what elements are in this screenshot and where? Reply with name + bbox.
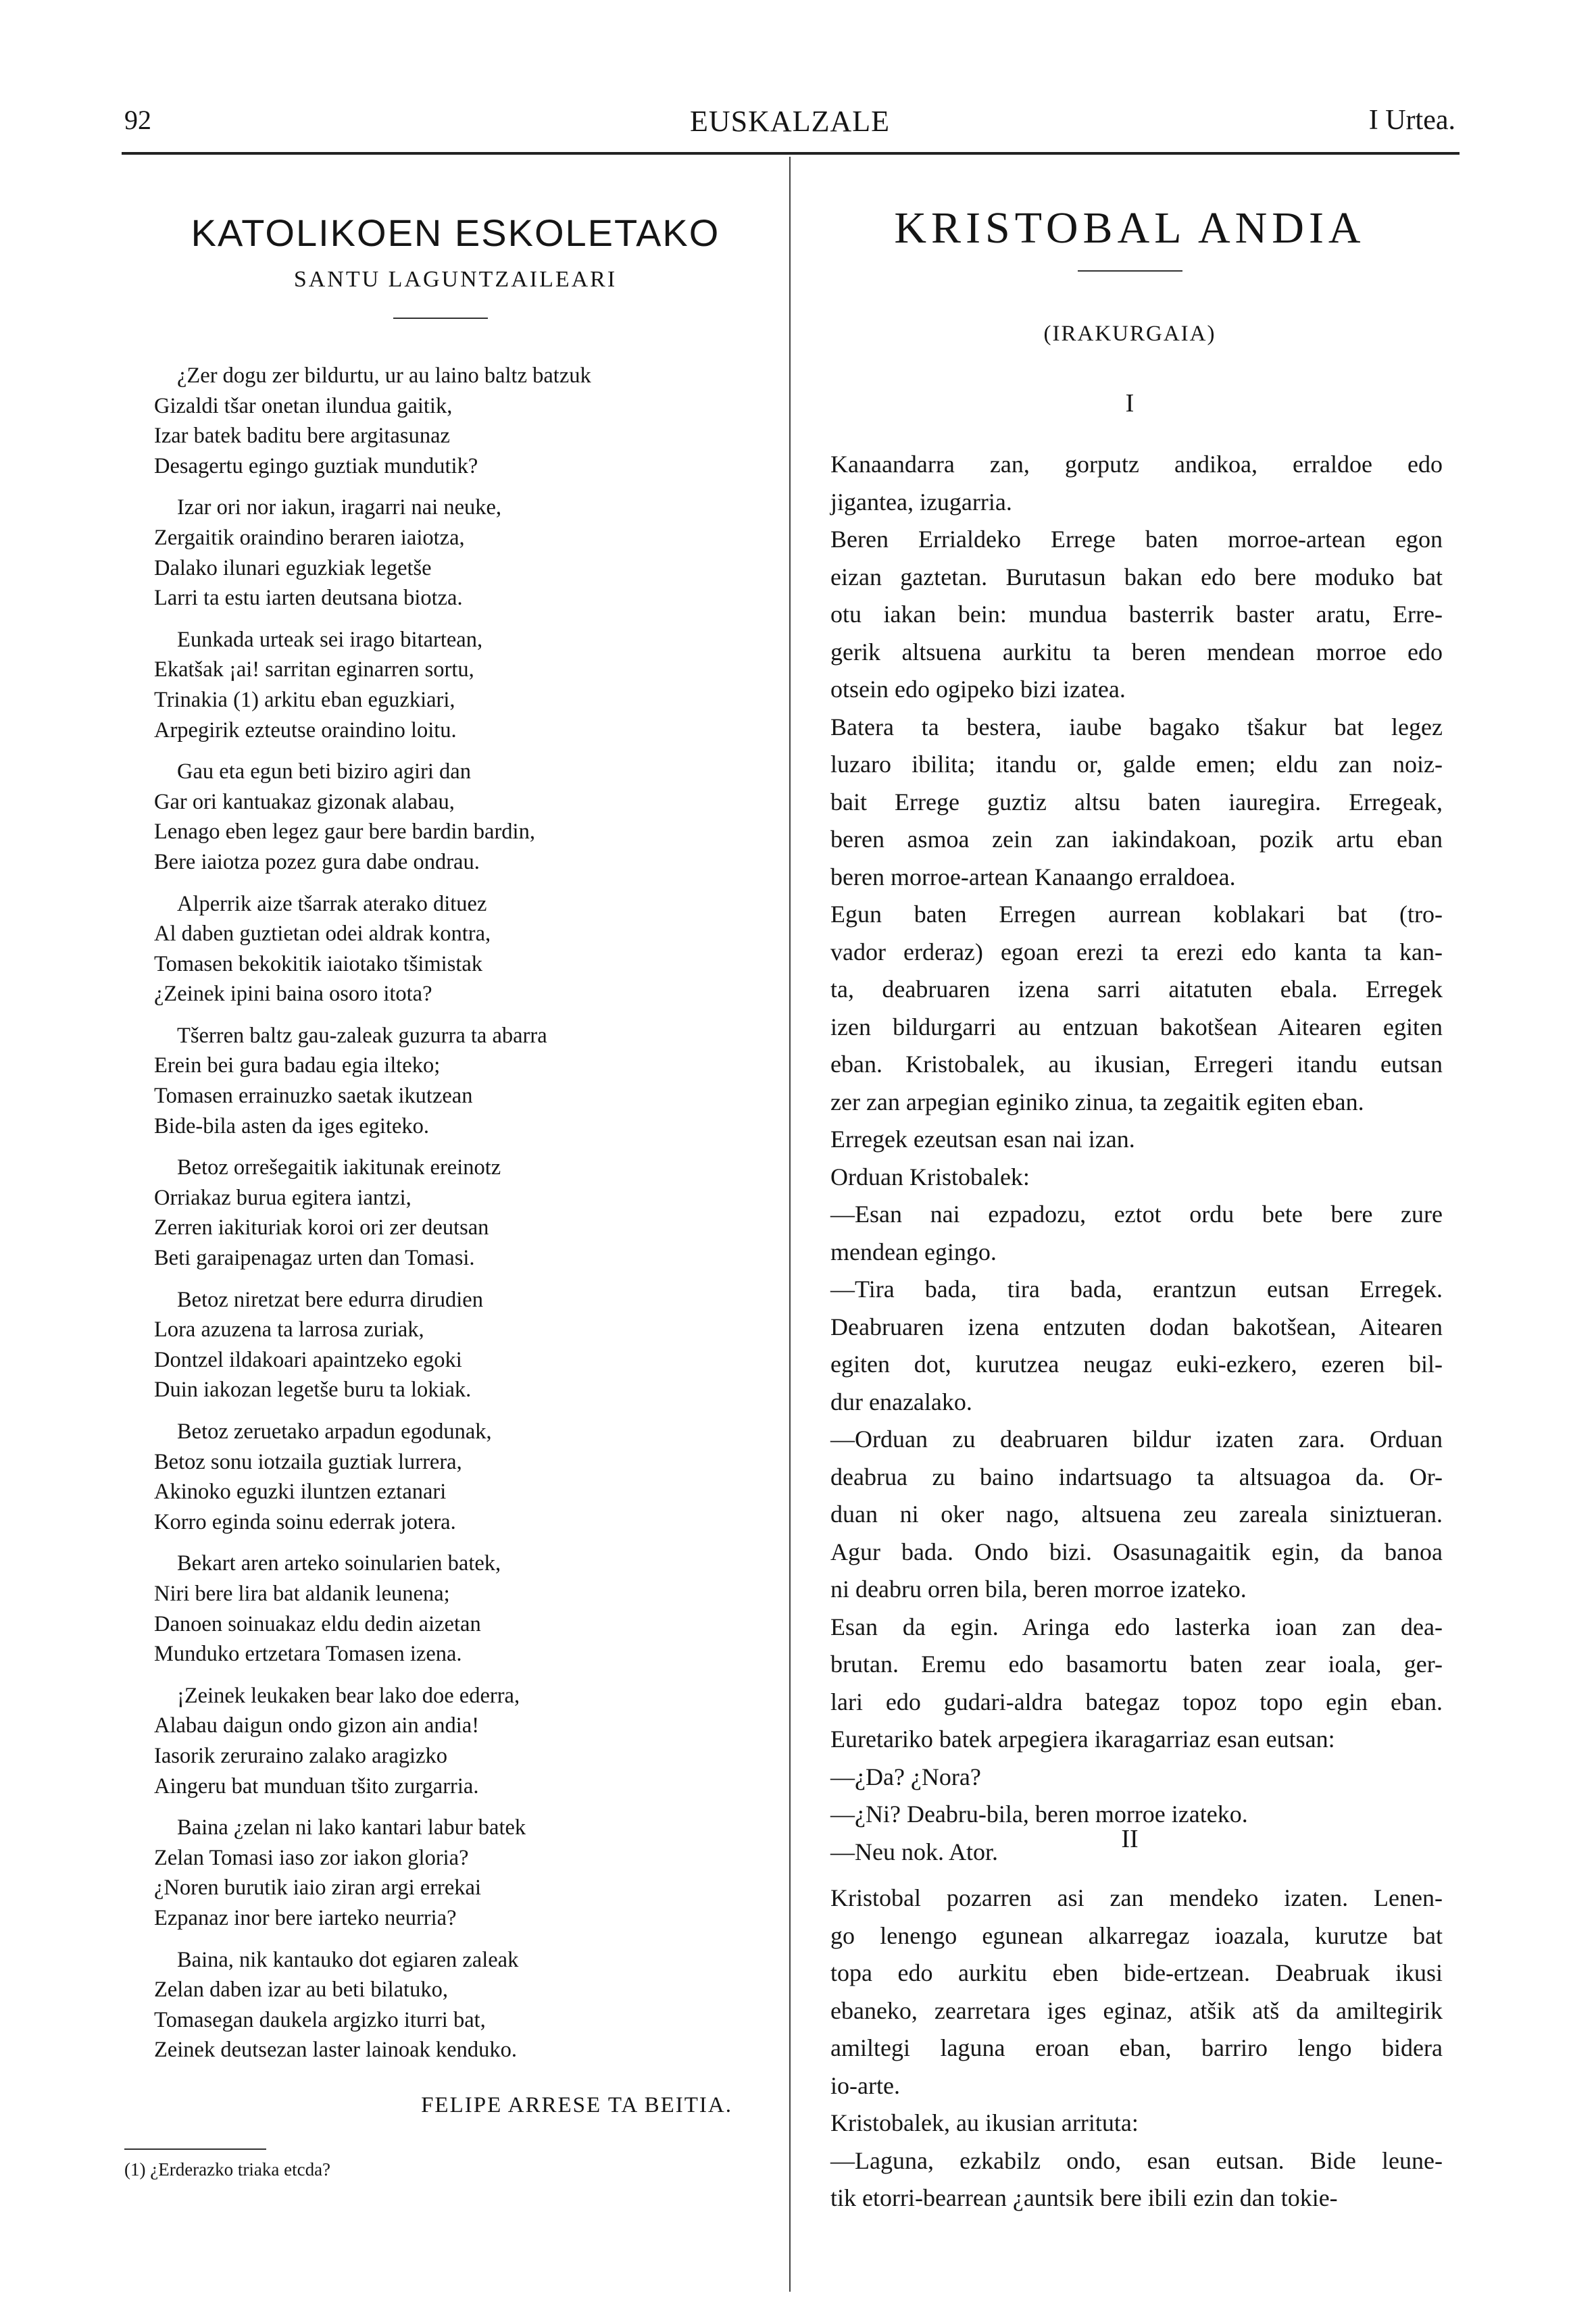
- poem-verse: Trinakia (1) arkitu eban eguzkiari,: [154, 687, 455, 712]
- poem-verse: ¿Zeinek ipini baina osoro itota?: [154, 982, 432, 1007]
- poem-verse: Gizaldi tšar onetan ilundua gaitik,: [154, 393, 453, 418]
- story-line: mendean egingo.: [830, 1238, 997, 1265]
- poem-verse: Tšerren baltz gau-zaleak guzurra ta abarra: [177, 1023, 547, 1048]
- poem-verse: Alperrik aize tšarrak aterako dituez: [177, 891, 487, 916]
- poem-verse: Arpegirik ezteutse oraindino loitu.: [154, 718, 457, 743]
- poem-verse: ¡Zeinek leukaken bear lako doe ederra,: [177, 1683, 520, 1708]
- poem-verse: Betoz niretzat bere edurra dirudien: [177, 1287, 483, 1312]
- poem-verse: Akinoko eguzki iluntzen eztanari: [154, 1480, 447, 1505]
- story-line: Euretariko batek arpegiera ikaragarriaz esan eutsan:: [830, 1726, 1335, 1753]
- story-line: —Esan nai ezpadozu, eztot ordu bete bere zure: [830, 1201, 1443, 1228]
- story-paragraph: [801, 1121, 1443, 1159]
- poem-verse: Bekart aren arteko soinularien batek,: [177, 1551, 501, 1576]
- story-line: go lenengo egunean alkarregaz ioazala, kurutze bat: [830, 1921, 1443, 1949]
- poem-verse: Eunkada urteak sei irago bitartean,: [177, 627, 483, 652]
- poem-verse: Tomasen bekokitik iaiotako tšimistak: [154, 951, 483, 976]
- poem-verse: Al daben guztietan odei aldrak kontra,: [154, 922, 491, 947]
- story-paragraph: [801, 1159, 1443, 1197]
- running-head: [124, 101, 1455, 149]
- poem-stanza: [154, 757, 762, 877]
- story-line: Kristobal pozarren asi zan mendeko izaten. Lenen-: [830, 1884, 1443, 1911]
- poem-verse: Dontzel ildakoari apaintzeko egoki: [154, 1347, 462, 1372]
- story-paragraph: [801, 1759, 1443, 1796]
- poem-stanza: [154, 1681, 762, 1801]
- poem-verse: Erein bei gura badau egia ilteko;: [154, 1053, 441, 1078]
- poem-verse: Zergaitik oraindino beraren iaiotza,: [154, 525, 465, 550]
- poem-stanza: [154, 1153, 762, 1273]
- story-line: izen bildurgarri au entzuan bakotšean Aitearen egiten: [830, 1013, 1443, 1040]
- poem-verse: Beti garaipenagaz urten dan Tomasi.: [154, 1246, 475, 1271]
- poem-verse: Lora azuzena ta larrosa zuriak,: [154, 1317, 424, 1342]
- story-line: vador erderaz) egoan erezi ta erezi edo kanta ta kan-: [830, 938, 1443, 965]
- story-line: zer zan arpegian eginiko zinua, ta zegaitik egiten eban.: [830, 1088, 1364, 1115]
- story-paragraph: [801, 521, 1443, 709]
- story-line: tik etorri-bearrean ¿auntsik bere ibili ezin dan tokie-: [830, 2184, 1338, 2211]
- story-line: eizan gaztetan. Burutasun bakan edo bere moduko bat: [830, 563, 1443, 590]
- story-title-rule: [1078, 270, 1182, 272]
- poem-verse: Izar batek baditu bere argitasunaz: [154, 424, 450, 449]
- poem-verse: Tomasegan daukela argizko iturri bat,: [154, 2007, 486, 2032]
- story-line: otsein edo ogipeko bizi izatea.: [830, 676, 1126, 703]
- header-rule: [122, 152, 1460, 155]
- poem-title-rule: [393, 318, 488, 319]
- footnote: (1) ¿Erderazko triaka etcda?: [124, 2159, 331, 2180]
- story-line: Egun baten Erregen aurrean koblakari bat (tro-: [830, 901, 1443, 928]
- story-line: —¿Ni? Deabru-bila, beren morroe izateko.: [830, 1801, 1248, 1828]
- story-line: duan ni oker nago, altsuena zeu zareala siniztueran.: [830, 1501, 1443, 1528]
- story-line: Batera ta bestera, iaube bagako tšakur bat legez: [830, 713, 1443, 740]
- story-line: gerik altsuena aurkitu ta beren mendean morroe edo: [830, 638, 1443, 665]
- story-line: amiltegi laguna eroan eban, barriro lengo bidera: [830, 2034, 1443, 2061]
- story-line: beren asmoa zein zan iakindakoan, pozik artu eban: [830, 826, 1443, 853]
- story-paragraph: [801, 1196, 1443, 1271]
- poem-verse: Danoen soinuakaz eldu dedin aizetan: [154, 1611, 481, 1636]
- story-paragraph: [801, 1880, 1443, 2105]
- story-line: —Neu nok. Ator.: [830, 1838, 998, 1865]
- story-line: Esan da egin. Aringa edo lasterka ioan zan dea-: [830, 1613, 1443, 1640]
- story-paragraph: [801, 709, 1443, 897]
- poem-verse: Baina ¿zelan ni lako kantari labur batek: [177, 1815, 526, 1840]
- poem-verse: Betoz zeruetako arpadun egodunak,: [177, 1419, 492, 1444]
- story-line: dur enazalako.: [830, 1388, 972, 1415]
- poem-verse: Korro eginda soinu ederrak jotera.: [154, 1509, 456, 1534]
- story-line: Orduan Kristobalek:: [830, 1163, 1030, 1190]
- story-part-one: [801, 446, 1443, 1871]
- poem-stanza: [154, 1549, 762, 1669]
- story-line: deabrua zu baino indartsuago ta altsuagoa da. Or-: [830, 1463, 1443, 1490]
- poem-verse: Zelan daben izar au beti bilatuko,: [154, 1978, 448, 2003]
- poem-body: [154, 361, 762, 2077]
- poem-stanza: [154, 493, 762, 613]
- footnote-rule: [124, 2148, 266, 2150]
- story-line: —Laguna, ezkabilz ondo, esan eutsan. Bide leune-: [830, 2146, 1443, 2174]
- story-line: otu iakan bein: mundua basterrik baster aratu, Erre-: [830, 601, 1443, 628]
- poem-stanza: [154, 1945, 762, 2065]
- story-line: —¿Da? ¿Nora?: [830, 1763, 981, 1790]
- poem-stanza: [154, 889, 762, 1009]
- story-paragraph: [801, 1271, 1443, 1421]
- poem-verse: Tomasen errainuzko saetak ikutzean: [154, 1084, 473, 1109]
- poem-verse: Izar ori nor iakun, iragarri nai neuke,: [177, 495, 502, 520]
- poem-stanza: [154, 1285, 762, 1405]
- poem-verse: Gau eta egun beti biziro agiri dan: [177, 759, 471, 784]
- poem-subtitle: SANTU LAGUNTZAILEARI: [293, 267, 618, 292]
- poem-verse: Desagertu egingo guztiak mundutik?: [154, 453, 478, 478]
- poem-verse: Iasorik zeruraino zalako aragizko: [154, 1743, 448, 1768]
- poem-verse: Zerren iakituriak koroi ori zer deutsan: [154, 1215, 489, 1240]
- story-line: Kristobalek, au ikusian arrituta:: [830, 2109, 1139, 2136]
- poem-verse: Munduko ertzetara Tomasen izena.: [154, 1642, 462, 1667]
- section-heading-1: I: [1125, 389, 1134, 418]
- poem-verse: Gar ori kantuakaz gizonak alabau,: [154, 789, 455, 814]
- section-heading-2: II: [1121, 1825, 1139, 1853]
- story-subtitle: (IRAKURGAIA): [1043, 322, 1216, 346]
- poem-stanza: [154, 1417, 762, 1537]
- story-line: Erregek ezeutsan esan nai izan.: [830, 1126, 1135, 1153]
- poem-verse: ¿Noren burutik iaio ziran argi errekai: [154, 1876, 481, 1901]
- poem-verse: Baina, nik kantauko dot egiaren zaleak: [177, 1947, 519, 1972]
- story-paragraph: [801, 2142, 1443, 2217]
- poem-signature: FELIPE ARRESE TA BEITIA.: [421, 2093, 732, 2117]
- story-line: eban. Kristobalek, au ikusian, Erregeri itandu eutsan: [830, 1051, 1443, 1078]
- poem-verse: Ekatšak ¡ai! sarritan eginarren sortu,: [154, 657, 474, 682]
- story-line: jigantea, izugarria.: [830, 488, 1012, 515]
- story-paragraph: [801, 896, 1443, 1121]
- story-paragraph: [801, 446, 1443, 521]
- poem-verse: Betoz orrešegaitik iakitunak ereinotz: [177, 1155, 501, 1180]
- story-line: luzaro ibilita; itandu or, galde emen; eldu zan noiz-: [830, 751, 1443, 778]
- poem-verse: Niri bere lira bat aldanik leunena;: [154, 1581, 450, 1606]
- poem-verse: Lenago eben legez gaur bere bardin bardin,: [154, 820, 535, 845]
- poem-title: KATOLIKOEN ESKOLETAKO: [191, 211, 720, 254]
- story-line: beren morroe-artean Kanaango erraldoea.: [830, 863, 1236, 890]
- story-line: bait Errege guztiz altsu baten iauregira. Erregeak,: [830, 788, 1443, 815]
- poem-verse: Aingeru bat munduan tšito zurgarria.: [154, 1774, 479, 1799]
- poem-verse: Orriakaz burua egitera iantzi,: [154, 1185, 412, 1210]
- story-paragraph: [801, 2105, 1443, 2142]
- story-line: egiten dot, kurutzea neugaz euki-ezkero, ezeren bil-: [830, 1351, 1443, 1378]
- story-line: io-arte.: [830, 2071, 900, 2099]
- poem-verse: Zeinek deutsezan laster lainoak kenduko.: [154, 2038, 517, 2063]
- column-divider: [789, 157, 791, 2292]
- poem-stanza: [154, 1813, 762, 1933]
- year-label: I Urtea.: [1368, 105, 1455, 136]
- poem-verse: Bide-bila asten da iges egiteko.: [154, 1113, 430, 1138]
- story-line: lari edo gudari-aldra bategaz topoz topo egin eban.: [830, 1688, 1443, 1715]
- story-line: —Tira bada, tira bada, erantzun eutsan Erregek.: [830, 1276, 1443, 1303]
- story-line: topa edo aurkitu eben bide-ertzean. Deabruak ikusi: [830, 1959, 1443, 1986]
- poem-verse: Bere iaiotza pozez gura dabe ondrau.: [154, 849, 480, 874]
- story-line: Agur bada. Ondo bizi. Osasunagaitik egin, da banoa: [830, 1538, 1443, 1565]
- story-line: ni deabru orren bila, beren morroe izateko.: [830, 1576, 1247, 1603]
- story-line: Deabruaren izena entzuten dodan bakotšean, Aitearen: [830, 1313, 1443, 1340]
- story-title: KRISTOBAL ANDIA: [894, 203, 1366, 253]
- story-line: Kanaandarra zan, gorputz andikoa, erraldoe edo: [830, 451, 1443, 478]
- story-line: brutan. Eremu edo basamortu baten zear ioala, ger-: [830, 1651, 1443, 1678]
- poem-verse: Betoz sonu iotzaila guztiak lurrera,: [154, 1449, 462, 1474]
- poem-verse: Ezpanaz inor bere iarteko neurria?: [154, 1905, 457, 1930]
- story-line: ebaneko, zearretara iges eginaz, atšik atš da amiltegirik: [830, 1996, 1443, 2024]
- story-part-two: [801, 1880, 1443, 2217]
- story-line: —Orduan zu deabruaren bildur izaten zara. Orduan: [830, 1426, 1443, 1453]
- poem-verse: ¿Zer dogu zer bildurtu, ur au laino baltz batzuk: [177, 363, 591, 388]
- story-line: Beren Errialdeko Errege baten morroe-artean egon: [830, 526, 1443, 553]
- poem-stanza: [154, 625, 762, 745]
- poem-verse: Alabau daigun ondo gizon ain andia!: [154, 1713, 480, 1738]
- poem-verse: Zelan Tomasi iaso zor iakon gloria?: [154, 1845, 469, 1870]
- journal-title: EUSKALZALE: [690, 105, 890, 138]
- poem-verse: Larri ta estu iarten deutsana biotza.: [154, 586, 463, 611]
- page-number: 92: [124, 105, 151, 135]
- poem-stanza: [154, 1021, 762, 1141]
- poem-stanza: [154, 361, 762, 481]
- poem-verse: Duin iakozan legetše buru ta lokiak.: [154, 1378, 472, 1403]
- story-paragraph: [801, 1609, 1443, 1759]
- poem-verse: Dalako ilunari eguzkiak legetše: [154, 555, 432, 580]
- story-paragraph: [801, 1421, 1443, 1609]
- story-line: ta, deabruaren izena sarri aitatuten ebala. Erregek: [830, 976, 1443, 1003]
